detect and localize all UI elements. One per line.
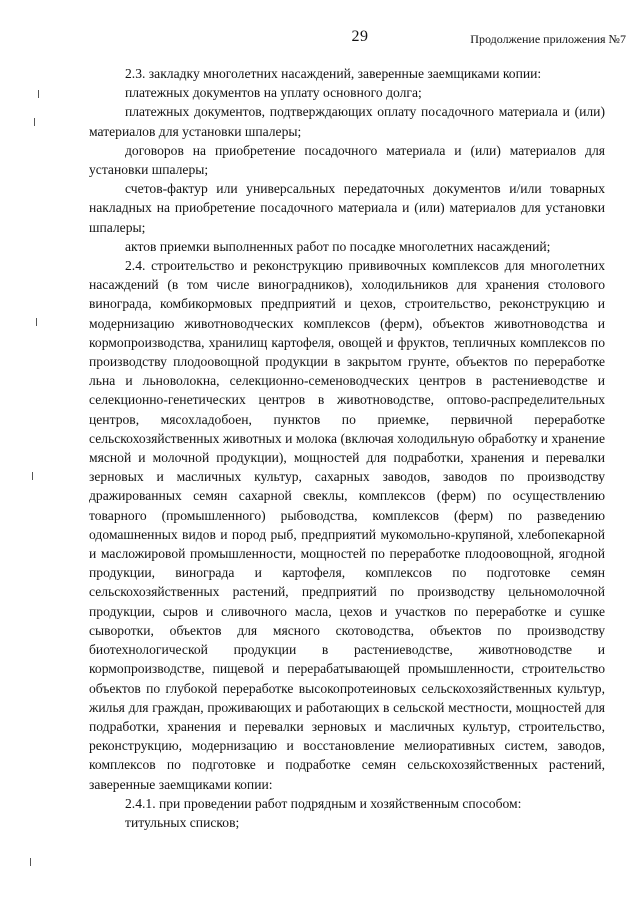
scan-margin-mark (38, 90, 39, 98)
continuation-label: Продолжение приложения №7 (470, 32, 626, 46)
paragraph-2-3: 2.3. закладку многолетних насаждений, заверенные заемщиками копии: (125, 66, 542, 81)
paragraph-invoices: счетов-фактур или универсальных передаточных документов и/или товарных накладных на приобретение посадочного материала и (или) материалов для установки шпалеры; (89, 181, 605, 235)
document-body (89, 64, 605, 832)
paragraph-payment-docs: платежных документов на уплату основного долга; (125, 85, 422, 101)
paragraph-acceptance-acts: актов приемки выполненных работ по посадке многолетних насаждений; (125, 238, 551, 254)
scan-margin-mark (36, 318, 37, 326)
scan-margin-mark (32, 472, 33, 480)
page-number: 29 (351, 28, 369, 45)
paragraph-payment-confirm: платежных документов, подтверждающих оплату посадочного материала и (или) материалов для установки шпалеры; (89, 104, 605, 139)
scan-margin-mark (30, 858, 31, 866)
paragraph-2-4-1: 2.4.1. при проведении работ подрядным и хозяйственным способом: (125, 795, 522, 811)
paragraph-contracts: договоров на приобретение посадочного материала и (или) материалов для установки шпалеры; (89, 142, 605, 178)
paragraph-2-4: 2.4. строительство и реконструкцию прививочных комплексов для многолетних насаждений (в том числе виноградников), холодильников для хранения столового винограда, комбикормовых предприятий и цехов, строительство, реконструкцию и модернизацию животноводческих комплексов (ферм), объектов животноводства и кормопроизводства, хранилищ картофеля, овощей и фруктов, тепличных комплексов по производству плодоовощной продукции в закрытом грунте, объектов по переработке льна и льноволокна, селекционно-семеноводческих центров в растениеводстве и селекционно-генетических центров в животноводстве, оптово-распределительных центров, мясохладобоен, пунктов по приемке, первичной переработке сельскохозяйственных животных и молока (включая холодильную обработку и хранение мясной и молочной продукции), мощностей для подработки, хранения и перевалки зерновых и масличных культур, сахарных заводов, заводов по производству дражированных семян сахарной свеклы, комплексов (ферм) по осуществлению товарного (промышленного) рыбоводства, комплексов (ферм) по разведению одомашненных видов и пород рыб, предприятий мукомольно-крупяной, хлебопекарной и масложировой промышленности, мощностей по переработке плодоовощной, ягодной продукции, винограда и картофеля, комплексов по подготовке семян сельскохозяйственных растений, предприятий по производству цельномолочной продукции, сыров и сливочного масла, цехов и участков по переработке и сушке сыворотки, объектов для мясного скотоводства, объектов по производству биотехнологической продукции в растениеводстве, животноводстве и кормопроизводстве, пищевой и перерабатывающей промышленности, строительство объектов по глубокой переработке высокопротеиновых сельскохозяйственных культур, жилья для граждан, проживающих и работающих в сельской местности, мощностей для подработки, хранения и перевалки зерновых и масличных культур, строительство, реконструкцию, модернизацию и восстановление мелиоративных систем, заводов, комплексов по подготовке и подработке семян сельскохозяйственных растений, заверенные заемщиками копии: (89, 258, 605, 792)
paragraph-title-lists: титульных списков; (125, 814, 240, 830)
scan-margin-mark (34, 118, 35, 126)
